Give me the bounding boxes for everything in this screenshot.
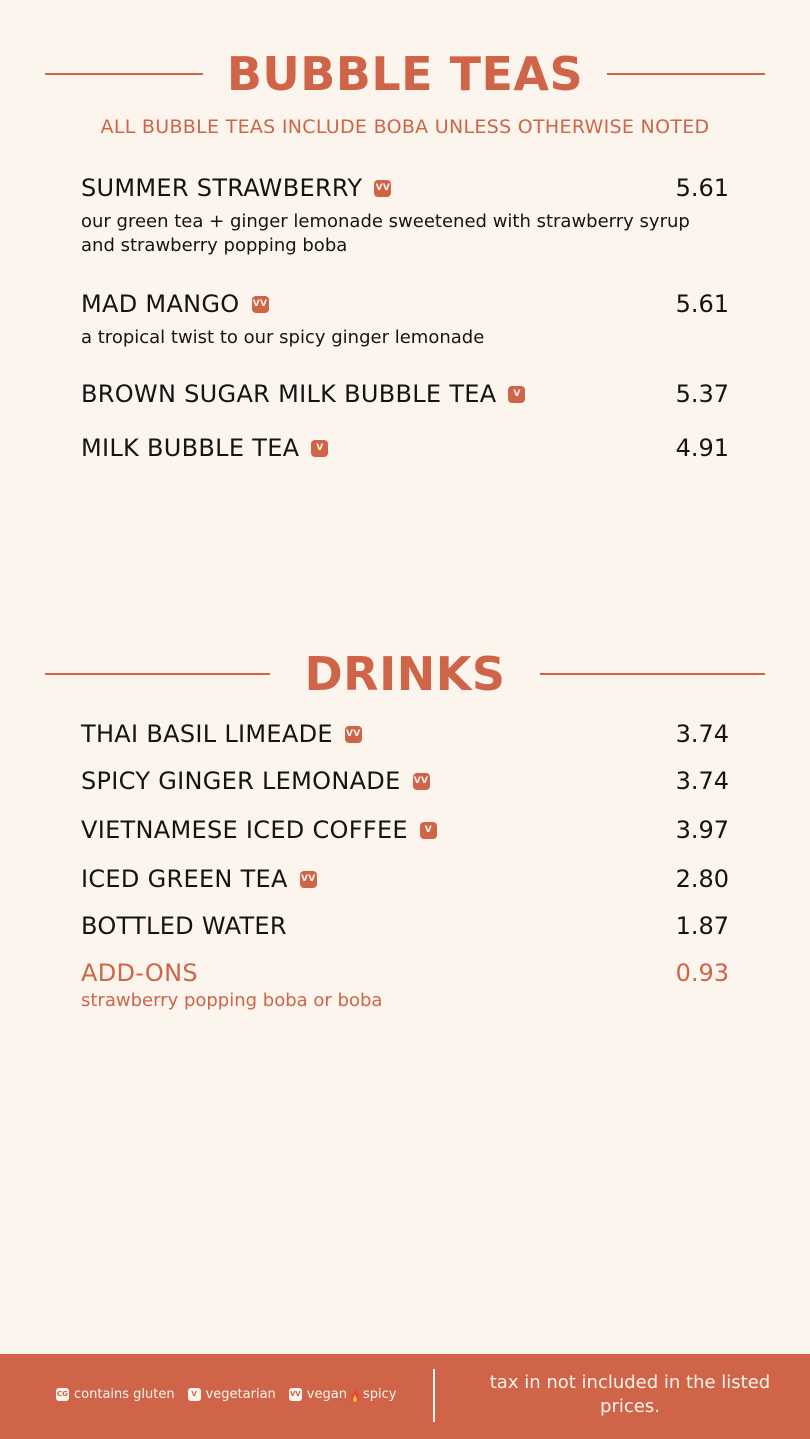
bubble-teas-title: BUBBLE TEAS [226,47,584,101]
legend-label: vegan [306,1387,347,1402]
item-name: MAD MANGO [81,290,240,318]
item-price: 5.61 [675,174,729,202]
menu-item-bottled-water [81,912,729,940]
item-description: our green tea + ginger lemonade sweetened with strawberry syrup and strawberry popping boba [81,211,690,256]
header-rule-right [540,673,765,675]
item-name: BROWN SUGAR MILK BUBBLE TEA [81,380,497,408]
item-price: 3.74 [675,720,729,748]
menu-item-spicy-ginger-lemonade [81,767,729,795]
item-price: 4.91 [675,434,729,462]
menu-item-add-ons [81,959,729,1013]
legend-label: spicy [362,1387,397,1402]
menu-item-iced-green-tea [81,865,729,893]
item-name: VIETNAMESE ICED COFFEE [81,816,408,844]
legend-label: contains gluten [74,1387,175,1402]
item-price: 1.87 [675,912,729,940]
menu-item-brown-sugar-milk-bubble-tea [81,380,729,408]
bubble-teas-subtitle: ALL BUBBLE TEAS INCLUDE BOBA UNLESS OTHERWISE NOTED [100,116,710,138]
header-rule-left [45,673,270,675]
vegan-badge-icon: VV [252,296,269,313]
item-price: 0.93 [675,959,729,987]
vegetarian-icon: V [188,1388,201,1401]
item-price: 3.74 [675,767,729,795]
contains-gluten-icon: CG [56,1388,69,1401]
item-price: 5.37 [675,380,729,408]
item-price: 5.61 [675,290,729,318]
menu-item-vietnamese-iced-coffee [81,816,729,844]
item-description: a tropical twist to our spicy ginger lemonade [81,327,485,348]
menu-item-summer-strawberry [81,174,729,258]
vegetarian-badge-icon: V [508,386,525,403]
footer-divider [433,1369,435,1422]
vegetarian-badge-icon: V [420,822,437,839]
header-rule-right [607,73,765,75]
item-name: SUMMER STRAWBERRY [81,174,363,202]
item-name: THAI BASIL LIMEADE [81,720,333,748]
menu-item-mad-mango [81,290,729,350]
vegan-badge-icon: VV [345,726,362,743]
item-name: ICED GREEN TEA [81,865,288,893]
vegetarian-badge-icon: V [311,440,328,457]
legend-label: vegetarian [205,1387,276,1402]
item-name: MILK BUBBLE TEA [81,434,300,462]
item-name: ADD-ONS [81,959,198,987]
item-price: 2.80 [675,865,729,893]
dietary-legend [56,1387,396,1402]
header-rule-left [45,73,203,75]
item-name: SPICY GINGER LEMONADE [81,767,401,795]
item-description: strawberry popping boba or boba [81,990,383,1011]
vegan-badge-icon: VV [374,180,391,197]
item-price: 3.97 [675,816,729,844]
menu-item-milk-bubble-tea [81,434,729,462]
flame-icon [350,1388,360,1402]
vegan-icon: VV [289,1388,302,1401]
footer-bar [0,1354,810,1439]
drinks-title: DRINKS [304,647,506,701]
drinks-header [45,646,765,702]
vegan-badge-icon: VV [300,871,317,888]
menu-item-thai-basil-limeade [81,720,729,748]
tax-note: tax in not included in the listed prices. [489,1372,771,1417]
bubble-teas-header [45,46,765,102]
item-name: BOTTLED WATER [81,912,287,940]
vegan-badge-icon: VV [413,773,430,790]
